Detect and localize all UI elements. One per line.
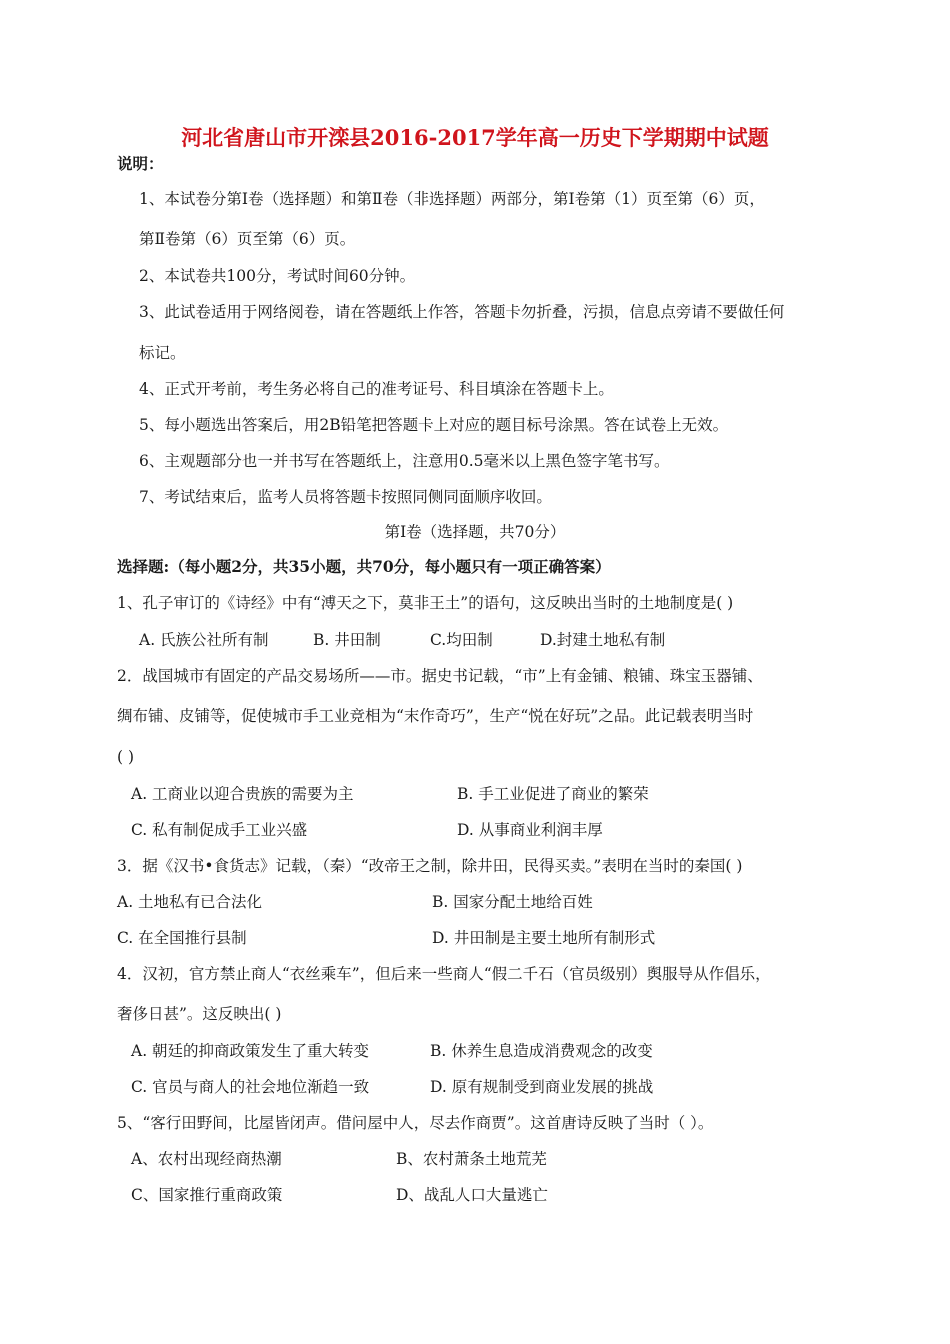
instruction-line: 3、此试卷适用于网络阅卷，请在答题纸上作答，答题卡勿折叠，污损，信息点旁请不要做任何 — [139, 303, 785, 321]
question-option: A. 朝廷的抑商政策发生了重大转变 — [131, 1042, 370, 1060]
question-stem: 绸布铺、皮铺等，促使城市手工业竞相为“末作奇巧”，生产“悦在好玩”之品。此记载表明当时 — [117, 707, 754, 725]
section-intro: 选择题:（每小题2分，共35小题，共70分，每小题只有一项正确答案） — [117, 557, 611, 576]
question-stem: 5、“客行田野间，比屋皆闭声。借问屋中人，尽去作商贾”。这首唐诗反映了当时（ ）。 — [117, 1114, 714, 1132]
instruction-line: 标记。 — [139, 344, 186, 362]
page-title: 河北省唐山市开滦县2016-2017学年高一历史下学期期中试题 — [181, 125, 769, 150]
question-stem: ( ) — [117, 748, 135, 766]
question-option: A. 工商业以迎合贵族的需要为主 — [131, 785, 354, 803]
instruction-line: 6、主观题部分也一并书写在答题纸上，注意用0.5毫米以上黑色签字笔书写。 — [139, 452, 670, 470]
question-option: D. 原有规制受到商业发展的挑战 — [430, 1078, 654, 1096]
instructions-heading: 说明： — [117, 154, 164, 173]
question-option: C、国家推行重商政策 — [131, 1186, 283, 1204]
question-option: C. 在全国推行县制 — [117, 929, 247, 947]
instruction-line: 1、本试卷分第Ⅰ卷（选择题）和第Ⅱ卷（非选择题）两部分，第Ⅰ卷第（1）页至第（6）页， — [139, 190, 765, 208]
question-option: A、农村出现经商热潮 — [131, 1150, 282, 1168]
question-option: B. 休养生息造成消费观念的改变 — [430, 1042, 653, 1060]
question-stem: 4．汉初，官方禁止商人“衣丝乘车”，但后来一些商人“假二千石（官员级别）舆服导从作倡乐， — [117, 965, 771, 983]
question-option: C. 私有制促成手工业兴盛 — [131, 821, 308, 839]
question-option: A. 氏族公社所有制 — [139, 631, 269, 649]
question-option: C. 官员与商人的社会地位渐趋一致 — [131, 1078, 370, 1096]
question-stem: 奢侈日甚”。这反映出( ) — [117, 1005, 282, 1023]
question-option: B、农村萧条土地荒芜 — [396, 1150, 547, 1168]
question-option: B. 手工业促进了商业的繁荣 — [457, 785, 649, 803]
question-stem: 2．战国城市有固定的产品交易场所——市。据史书记载，“市”上有金铺、粮铺、珠宝玉器铺、 — [117, 667, 763, 685]
question-stem: 1、孔子审订的《诗经》中有“溥天之下，莫非王土”的语句，这反映出当时的土地制度是( ) — [117, 594, 734, 612]
question-option: D. 井田制是主要土地所有制形式 — [432, 929, 656, 947]
question-option: D. 从事商业利润丰厚 — [457, 821, 603, 839]
question-option: A. 土地私有已合法化 — [117, 893, 263, 911]
instruction-line: 7、考试结束后，监考人员将答题卡按照同侧同面顺序收回。 — [139, 488, 552, 506]
section-title: 第Ⅰ卷（选择题，共70分） — [384, 523, 566, 541]
question-option: D.封建土地私有制 — [540, 631, 666, 649]
question-stem: 3．据《汉书•食货志》记载，（秦）“改帝王之制，除井田，民得买卖。”表明在当时的秦国( ) — [117, 857, 743, 875]
instruction-line: 第Ⅱ卷第（6）页至第（6）页。 — [139, 230, 356, 248]
question-option: B. 井田制 — [313, 631, 381, 649]
instruction-line: 5、每小题选出答案后，用2B铅笔把答题卡上对应的题目标号涂黑。答在试卷上无效。 — [139, 416, 729, 434]
instruction-line: 4、正式开考前，考生务必将自己的准考证号、科目填涂在答题卡上。 — [139, 380, 614, 398]
question-option: C.均田制 — [430, 631, 493, 649]
question-option: B. 国家分配土地给百姓 — [432, 893, 593, 911]
question-option: D、战乱人口大量逃亡 — [396, 1186, 548, 1204]
instruction-line: 2、本试卷共100分，考试时间60分钟。 — [139, 267, 416, 285]
